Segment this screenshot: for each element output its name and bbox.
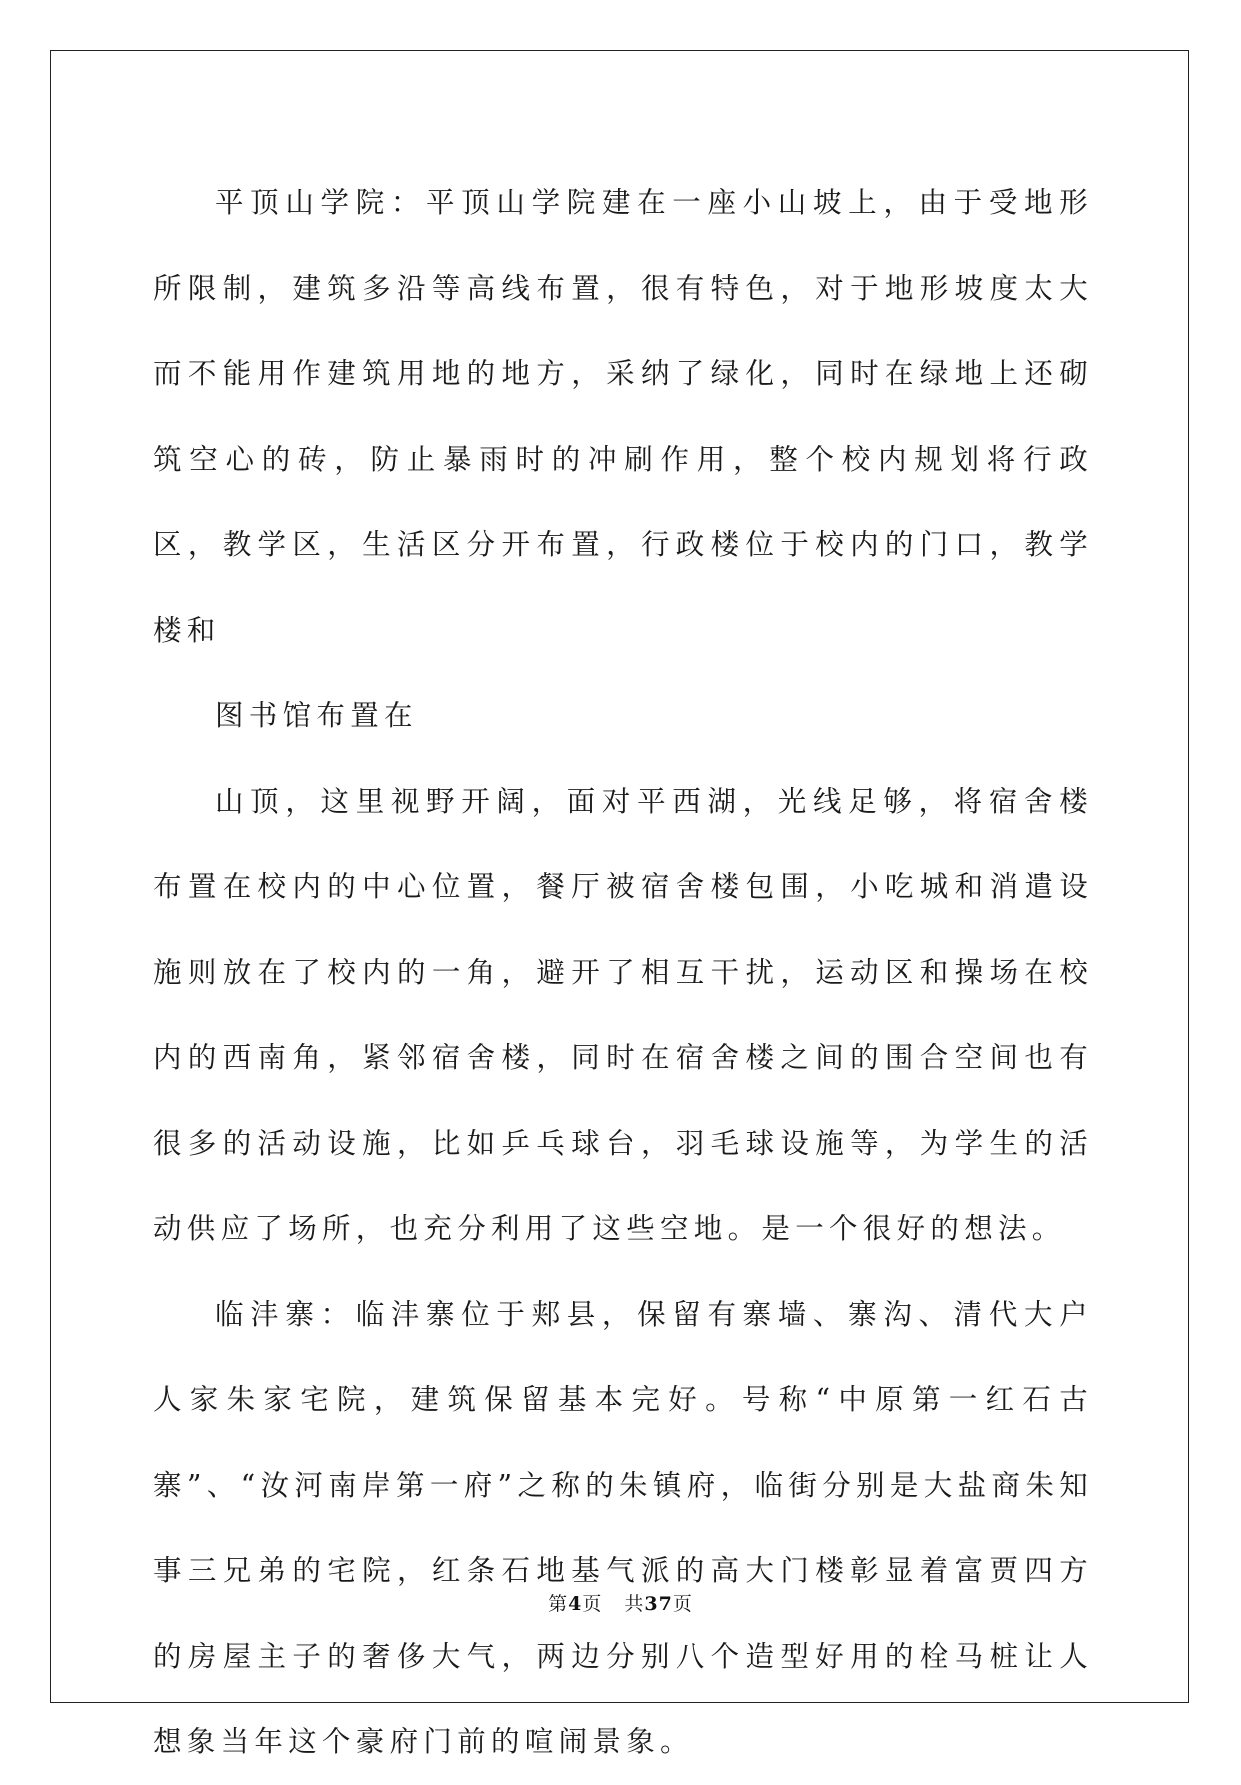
footer-page-prefix: 第 [548,1593,569,1615]
footer-page-suffix: 页 [582,1593,603,1615]
footer-total-prefix: 共 [624,1593,645,1615]
paragraph-campus-layout: 山顶，这里视野开阔，面对平西湖，光线足够，将宿舍楼布置在校内的中心位置，餐厅被宿舍楼包围，小吃城和消遣设施则放在了校内的一角，避开了相互干扰，运动区和操场在校内的西南角，紧邻宿舍楼，同时在宿舍楼之间的围合空间也有很多的活动设施，比如乒乓球台，羽毛球设施等，为学生的活动供应了场所，也充分利用了这些空地。是一个很好的想法。 [153,784,1093,1245]
paragraph-library-fragment: 图书馆布置在 [215,699,418,732]
footer-total-suffix: 页 [672,1593,693,1615]
page-footer [0,1589,1241,1616]
footer-page-number: 4 [568,1593,583,1615]
paragraph-pingdingshan-college: 平顶山学院：平顶山学院建在一座小山坡上，由于受地形所限制，建筑多沿等高线布置，很有特色，对于地形坡度太大而不能用作建筑用地的地方，采纳了绿化，同时在绿地上还砌筑空心的砖，防止暴雨时的冲刷作用，整个校内规划将行政区，教学区，生活区分开布置，行政楼位于校内的门口，教学楼和 [153,186,1093,647]
document-body [153,160,1093,1785]
footer-total-number: 37 [644,1593,673,1615]
paragraph-linfengzhai: 临沣寨：临沣寨位于郏县，保留有寨墙、寨沟、清代大户人家朱家宅院，建筑保留基本完好。号称“中原第一红石古寨”、“汝河南岸第一府”之称的朱镇府，临街分别是大盐商朱知事三兄弟的宅院，红条石地基气派的高大门楼彰显着富贾四方的房屋主子的奢侈大气，两边分别八个造型好用的栓马桩让人想象当年这个豪府门前的喧闹景象。 [153,1297,1093,1758]
